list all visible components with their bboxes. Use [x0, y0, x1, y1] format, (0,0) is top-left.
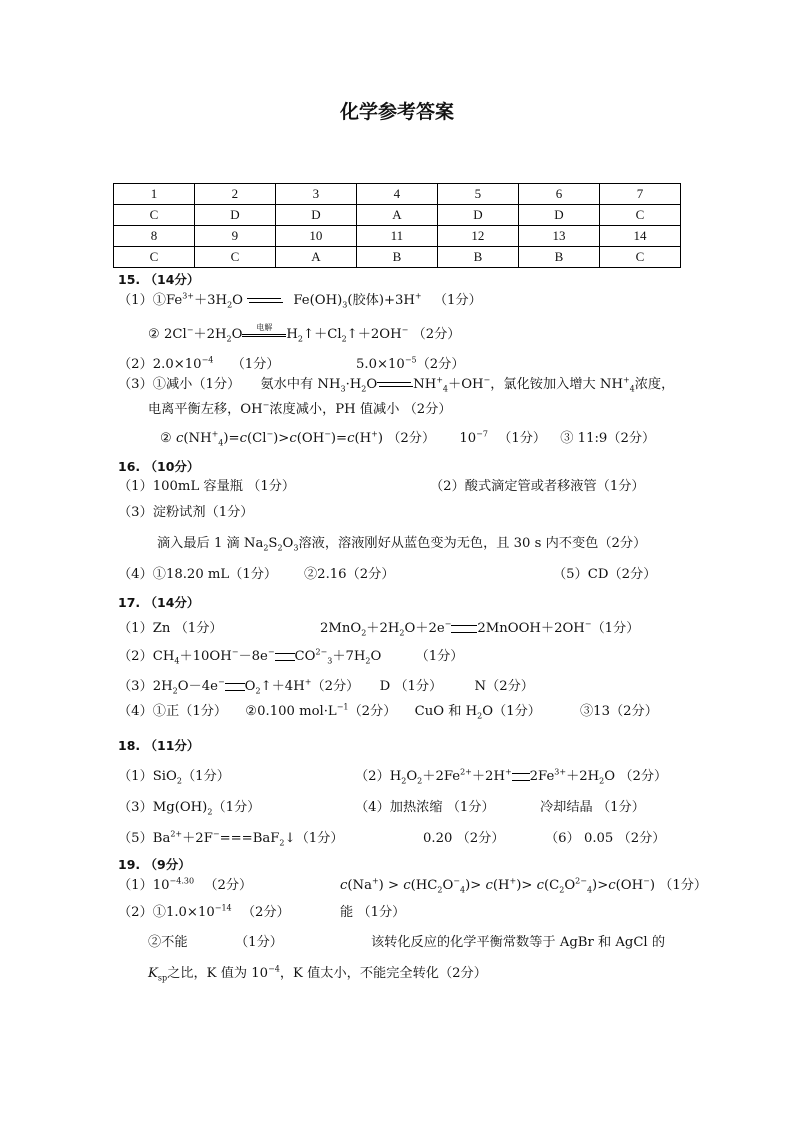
text: 2MnO — [320, 621, 362, 636]
text: O — [370, 649, 382, 664]
superscript: −4 — [201, 355, 214, 365]
answer-line: （1分） — [235, 935, 283, 950]
superscript: − — [186, 325, 194, 335]
section-heading-16: 16. （10分） — [118, 459, 200, 474]
table-cell: D — [275, 205, 356, 226]
section-heading-19: 19. （9分） — [118, 857, 191, 872]
answer-line — [157, 535, 646, 553]
table-cell: 14 — [599, 226, 680, 247]
text: (OH — [296, 431, 325, 446]
table-cell: 9 — [194, 226, 275, 247]
subscript: 2 — [227, 300, 233, 310]
superscript: + — [504, 767, 512, 777]
text: （5）Ba — [118, 831, 171, 846]
answer-line: ③13（2分） — [580, 704, 658, 719]
text: ↑＋4H — [260, 679, 305, 694]
answer-line — [118, 830, 344, 848]
superscript: − — [643, 876, 650, 886]
text: )> — [592, 878, 609, 893]
subscript: 2 — [477, 711, 483, 721]
text: (Cl — [246, 431, 267, 446]
section-heading-17: 17. （14分） — [118, 595, 200, 610]
superscript: 2+ — [170, 829, 183, 839]
text: ＋2F — [182, 831, 213, 846]
superscript: + — [304, 677, 312, 687]
answer-line — [160, 430, 655, 448]
text: （2）CH — [118, 649, 175, 664]
text: 2MnOOH＋2OH — [477, 621, 585, 636]
text: O — [366, 377, 378, 392]
table-cell: 11 — [356, 226, 437, 247]
text: Fe(OH) — [293, 293, 343, 308]
superscript: −5 — [404, 355, 417, 365]
text: －8e — [238, 649, 268, 664]
score: （1分） — [498, 431, 547, 446]
answer-line: （2）酸式滴定管或者移液管（1分） — [430, 479, 645, 494]
text: c — [608, 878, 616, 893]
answer-line — [118, 376, 674, 394]
subscript: 2 — [207, 807, 213, 817]
score: （2分） — [204, 878, 253, 893]
superscript: 2+ — [460, 767, 472, 777]
text: ＋3H — [193, 293, 228, 308]
subscript: 2 — [417, 776, 423, 786]
score: （1分） — [231, 357, 280, 372]
table-cell: 1 — [114, 184, 195, 205]
text: ＋10OH — [179, 649, 232, 664]
text: （2）H — [355, 769, 402, 784]
superscript: + — [436, 375, 443, 385]
score: （2分） — [241, 905, 290, 920]
subscript: 3 — [340, 384, 346, 394]
text: CO — [294, 649, 316, 664]
text: （4）①正（1分） — [118, 704, 228, 719]
text: （3）Mg(OH) — [118, 800, 208, 815]
subscript: 2 — [277, 543, 283, 553]
table-cell: 7 — [599, 184, 680, 205]
text: 氨水中有 NH — [260, 377, 341, 392]
table-row — [114, 184, 681, 205]
text: NH — [413, 377, 437, 392]
answer-table — [113, 183, 681, 268]
score: （2分） — [348, 704, 397, 719]
answer-line — [118, 877, 252, 895]
text: （2）①1.0×10 — [118, 905, 215, 920]
table-cell: 10 — [275, 226, 356, 247]
text: 浓度， — [634, 377, 675, 392]
answer-line: （1）Zn （1分） — [118, 621, 223, 636]
answer-line — [118, 678, 534, 696]
subscript: 2 — [399, 628, 405, 638]
subscript: 3 — [327, 656, 333, 666]
text: ＋2H — [566, 769, 600, 784]
answer-line: ②不能 — [148, 935, 188, 950]
text: ＋2Fe — [422, 769, 461, 784]
score: ) （1分） — [649, 878, 708, 893]
answer-line — [355, 768, 667, 786]
answer-line — [118, 799, 260, 817]
answer-line: 冷却结晶 （1分） — [540, 800, 645, 815]
superscript: − — [217, 677, 225, 687]
subscript: 2 — [176, 776, 182, 786]
text: （2）2.0×10 — [118, 357, 202, 372]
text: 浓度减小，PH 值减小 （2分） — [269, 402, 452, 417]
table-cell: D — [518, 205, 599, 226]
subscript: 4 — [442, 384, 449, 394]
text: K — [148, 966, 158, 981]
table-cell: A — [356, 205, 437, 226]
text: CuO 和 H — [414, 704, 478, 719]
text: 电离平衡左移，OH — [148, 402, 263, 417]
text: O — [232, 293, 243, 308]
superscript: + — [371, 876, 379, 886]
answer-line: ②2.16（2分） — [304, 567, 395, 582]
score: （1分） — [212, 800, 261, 815]
text: 滴入最后 1 滴 Na — [157, 536, 264, 551]
text: ③ 11:9（2分） — [560, 431, 656, 446]
table-cell: C — [114, 205, 195, 226]
subscript: 3 — [293, 543, 299, 553]
text: ＋2H — [193, 327, 227, 342]
text: （3）2H — [118, 679, 173, 694]
score: （1分） — [181, 769, 230, 784]
subscript: 2 — [437, 885, 443, 895]
text: c — [176, 431, 184, 446]
superscript: − — [584, 619, 592, 629]
table-cell: 12 — [437, 226, 518, 247]
subscript: 4 — [218, 438, 224, 448]
answer-line — [320, 620, 639, 638]
superscript: − — [401, 325, 409, 335]
answer-line — [118, 768, 230, 786]
superscript: 3+ — [182, 291, 194, 301]
table-cell: B — [518, 247, 599, 268]
subscript: 2 — [279, 838, 285, 848]
table-cell: C — [114, 247, 195, 268]
table-cell: C — [599, 205, 680, 226]
superscript: − — [262, 400, 270, 410]
answer-line: （3）淀粉试剂（1分） — [118, 505, 254, 520]
subscript: 2 — [297, 334, 304, 344]
text: 溶液，溶液刚好从蓝色变为无色，且 30 s 内不变色（2分） — [298, 536, 647, 551]
table-cell: 5 — [437, 184, 518, 205]
text: （3）①减小（1分） — [118, 377, 241, 392]
answer-line — [118, 703, 541, 721]
text: O－4e — [177, 679, 218, 694]
superscript: − — [212, 829, 220, 839]
answer-line: 能 （1分） — [340, 905, 406, 920]
answer-line: 该转化反应的化学平衡常数等于 AgBr 和 AgCl 的 — [371, 935, 665, 950]
subscript: 2 — [559, 885, 565, 895]
superscript: + — [211, 429, 219, 439]
text: c — [340, 878, 348, 893]
subscript: 3 — [342, 300, 348, 310]
text: O（1分） — [482, 704, 541, 719]
subscript: 4 — [174, 656, 180, 666]
score: ) （2分） — [377, 431, 436, 446]
table-cell: A — [275, 247, 356, 268]
text: O＋2e — [404, 621, 445, 636]
table-cell: C — [599, 247, 680, 268]
text: ② 2Cl — [148, 327, 187, 342]
superscript: −1 — [336, 702, 349, 712]
answer-line — [148, 401, 452, 419]
text: H — [286, 327, 298, 342]
condition-label: 电解 — [256, 322, 273, 332]
table-row — [114, 247, 681, 268]
equals-sign-icon — [512, 773, 530, 781]
text: )> — [465, 878, 486, 893]
text: ＋OH — [448, 377, 484, 392]
subscript: 2 — [365, 656, 371, 666]
superscript: −7 — [476, 429, 488, 439]
superscript: − — [444, 619, 452, 629]
text: ②0.100 mol·L — [245, 704, 337, 719]
score: （2分） — [311, 679, 360, 694]
superscript: 3+ — [554, 767, 567, 777]
text: ↑＋Cl — [303, 327, 342, 342]
table-cell: D — [194, 205, 275, 226]
answer-line: （5）CD（2分） — [553, 567, 657, 582]
text: c — [239, 431, 247, 446]
text: )> — [273, 431, 290, 446]
text: (H — [492, 878, 510, 893]
text: ) > — [378, 878, 404, 893]
text: (NH — [183, 431, 212, 446]
answer-line — [340, 877, 707, 895]
answer-line — [356, 356, 465, 374]
text: ② — [160, 431, 177, 446]
text: )> — [516, 878, 537, 893]
answer-line: （1）100mL 容量瓶 （1分） — [118, 479, 296, 494]
equals-sign-icon — [451, 625, 477, 633]
text: N（2分） — [474, 679, 534, 694]
superscript: 2− — [315, 647, 328, 657]
text: O — [564, 878, 576, 893]
text: 5.0×10 — [356, 357, 405, 372]
text: )= — [223, 431, 240, 446]
subscript: 2 — [361, 384, 367, 394]
text: ↑＋2OH — [346, 327, 402, 342]
text: ·H — [345, 377, 362, 392]
text: O — [282, 536, 294, 551]
text: （1）10 — [118, 878, 170, 893]
table-cell: 8 — [114, 226, 195, 247]
text: )= — [330, 431, 348, 446]
superscript: − — [324, 429, 331, 439]
score: （2分） — [416, 357, 465, 372]
text: S — [268, 536, 278, 551]
subscript: 4 — [459, 885, 466, 895]
superscript: − — [266, 429, 274, 439]
table-cell: C — [194, 247, 275, 268]
equals-sign-icon — [225, 683, 245, 691]
text: (HC — [410, 878, 438, 893]
table-cell: B — [356, 247, 437, 268]
subscript: 2 — [401, 776, 407, 786]
text: (C — [544, 878, 560, 893]
text: O — [231, 327, 243, 342]
text: (胶体)+3H — [347, 293, 415, 308]
text: c — [289, 431, 297, 446]
table-cell: B — [437, 247, 518, 268]
subscript: 2 — [599, 776, 605, 786]
subscript: sp — [157, 973, 168, 983]
subscript: 2 — [263, 543, 269, 553]
superscript: − — [483, 375, 491, 385]
text: 10 — [459, 431, 477, 446]
answer-line: （6） 0.05 （2分） — [545, 831, 666, 846]
table-cell: 13 — [518, 226, 599, 247]
text: c — [485, 878, 493, 893]
text: O — [442, 878, 454, 893]
equals-sign-icon — [275, 653, 295, 661]
text: ＋7H — [332, 649, 366, 664]
text: D （1分） — [379, 679, 443, 694]
section-heading-15: 15. （14分） — [118, 272, 200, 287]
text: (Na — [347, 878, 372, 893]
superscript: + — [622, 375, 630, 385]
table-row — [114, 205, 681, 226]
page-title: 化学参考答案 — [339, 101, 454, 123]
subscript: 4 — [629, 384, 635, 394]
text: O — [244, 679, 256, 694]
text: （1）①Fe — [118, 293, 183, 308]
superscript: + — [414, 291, 422, 301]
text: ===BaF — [219, 831, 280, 846]
subscript: 2 — [341, 334, 347, 344]
answer-line: （4）加热浓缩 （1分） — [355, 800, 495, 815]
answer-line — [118, 356, 280, 374]
superscript: −4 — [268, 964, 280, 974]
superscript: −4.30 — [169, 876, 195, 886]
answer-line — [148, 965, 487, 983]
subscript: 2 — [255, 686, 261, 696]
text: c — [403, 878, 411, 893]
answer-line — [118, 904, 290, 922]
text: ，氯化铵加入增大 NH — [490, 377, 623, 392]
answer-line: （4）①18.20 mL（1分） — [118, 567, 278, 582]
answer-line — [148, 322, 461, 344]
text: ＋2H — [471, 769, 505, 784]
text: O — [406, 769, 418, 784]
answer-line: 0.20 （2分） — [423, 831, 505, 846]
text: 之比，K 值为 10 — [167, 966, 269, 981]
table-cell: 3 — [275, 184, 356, 205]
superscript: + — [371, 429, 378, 439]
text: c — [347, 431, 355, 446]
subscript: 4 — [586, 885, 593, 895]
superscript: − — [453, 876, 460, 886]
subscript: 2 — [226, 334, 232, 344]
superscript: − — [267, 647, 275, 657]
subscript: 2 — [361, 628, 367, 638]
superscript: − — [231, 647, 239, 657]
table-cell: 6 — [518, 184, 599, 205]
text: ，K 值太小，不能完全转化（2分） — [279, 966, 487, 981]
section-heading-18: 18. （11分） — [118, 738, 200, 753]
score: （2分） — [412, 327, 461, 342]
subscript: 2 — [172, 686, 178, 696]
table-cell: 2 — [194, 184, 275, 205]
text: ＋2H — [366, 621, 400, 636]
text: c — [536, 878, 544, 893]
superscript: 2− — [575, 876, 587, 886]
score: （1分） — [433, 293, 482, 308]
reversible-arrow-icon — [247, 296, 283, 306]
table-cell: D — [437, 205, 518, 226]
score: ↓（1分） — [284, 831, 344, 846]
text: （1）SiO — [118, 769, 177, 784]
answer-line — [118, 292, 482, 310]
answer-line — [118, 648, 463, 666]
text: (OH — [615, 878, 644, 893]
electrolysis-sign-icon — [242, 322, 286, 343]
score: （1分） — [415, 649, 464, 664]
text: (H — [354, 431, 372, 446]
table-cell: 4 — [356, 184, 437, 205]
text: O （2分） — [604, 769, 668, 784]
table-row — [114, 226, 681, 247]
score: （1分） — [591, 621, 640, 636]
superscript: −14 — [214, 903, 232, 913]
reversible-arrow-icon — [377, 380, 413, 390]
text: 2Fe — [529, 769, 555, 784]
superscript: + — [509, 876, 517, 886]
